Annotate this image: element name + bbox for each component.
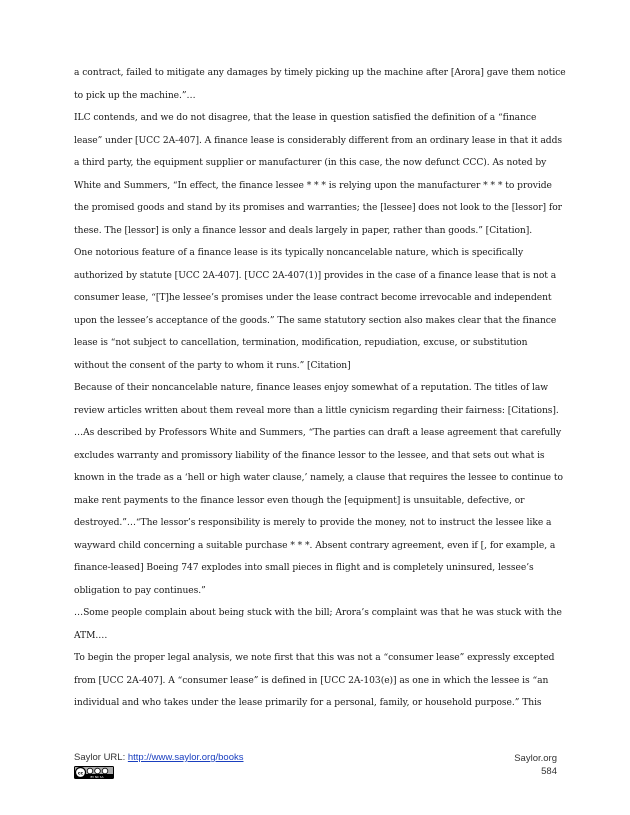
site-name: Saylor.org	[514, 753, 557, 764]
text-line: to pick up the machine.”…	[74, 90, 196, 101]
text-line: White and Summers, “In effect, the finance lessee * * * is relying upon the manufacturer * * * to provide	[74, 180, 552, 191]
text-line: wayward child concerning a suitable purchase * * *. Absent contrary agreement, even if [, for example, a	[74, 540, 556, 551]
svg-text:cc: cc	[77, 771, 84, 777]
source-link[interactable]: http://www.saylor.org/books	[127, 752, 244, 763]
text-line: To begin the proper legal analysis, we note first that this was not a “consumer lease” expressly excepted	[74, 653, 555, 663]
text-line: consumer lease, “[T]he lessee’s promises under the lease contract become irrevocable and independent	[74, 293, 552, 303]
text-line: without the consent of the party to whom it runs.” [Citation]	[74, 360, 351, 371]
license-text: BY NC SA	[90, 774, 104, 779]
text-line: known in the trade as a ‘hell or high water clause,’ namely, a clause that requires the lessee to continue to	[74, 473, 563, 483]
page-number: 584	[541, 766, 557, 777]
text-line: …As described by Professors White and Summers, “The parties can draft a lease agreement that carefully	[74, 428, 562, 438]
text-line: a contract, failed to mitigate any damages by timely picking up the machine after [Arora] gave them notice	[74, 68, 566, 78]
text-line: from [UCC 2A-407]. A “consumer lease” is defined in [UCC 2A-103(e)] as one in which the lessee is “an	[74, 675, 549, 686]
text-line: individual and who takes under the lease primarily for a personal, family, or household purpose.” This	[74, 698, 542, 708]
text-line: ATM.…	[74, 630, 108, 641]
text-line: destroyed.”…“The lessor’s responsibility is merely to provide the money, not to instruct the lessee like a	[74, 518, 552, 528]
text-line: a third party, the equipment supplier or manufacturer (in this case, the now defunct CCC). As noted by	[74, 158, 547, 168]
text-line: upon the lessee’s acceptance of the goods.” The same statutory section also makes clear that the finance	[74, 315, 557, 326]
page-footer	[74, 752, 557, 792]
text-line: ILC contends, and we do not disagree, that the lease in question satisfied the definition of a “finance	[74, 113, 537, 123]
text-line: lease is “not subject to cancellation, termination, modification, repudiation, excuse, or substitution	[74, 338, 528, 348]
text-line: these. The [lessor] is only a finance lessor and deals largely in paper, rather than goods.” [Citation].	[74, 225, 533, 236]
text-line: the promised goods and stand by its promises and warranties; the [lessee] does not look to the [lessor] for	[74, 203, 562, 213]
text-line: …Some people complain about being stuck with the bill; Arora’s complaint was that he was stuck with the	[74, 608, 562, 618]
text-line: finance-leased] Boeing 747 explodes into small pieces in flight and is completely uninsured, lessee’s	[74, 563, 534, 573]
document-body	[74, 62, 566, 715]
page-meta	[514, 752, 557, 778]
text-line: make rent payments to the finance lessor even though the [equipment] is unsuitable, defective, or	[74, 495, 525, 506]
text-line: excludes warranty and promissory liability of the finance lessor to the lessee, and that sets out what is	[74, 450, 545, 461]
text-line: review articles written about them reveal more than a little cynicism regarding their fairness: [Citations].	[74, 405, 559, 416]
source-line	[74, 752, 244, 763]
text-line: obligation to pay continues.”	[74, 585, 206, 596]
text-line: One notorious feature of a finance lease is its typically noncancelable nature, which is specifically	[74, 248, 524, 258]
text-line: authorized by statute [UCC 2A-407]. [UCC 2A-407(1)] provides in the case of a finance lease that is not a	[74, 270, 557, 281]
creative-commons-by-icon	[74, 766, 114, 779]
source-label: Saylor URL:	[74, 752, 128, 763]
text-line: Because of their noncancelable nature, finance leases enjoy somewhat of a reputation. The titles of law	[74, 383, 549, 393]
text-line: lease” under [UCC 2A-407]. A finance lease is considerably different from an ordinary lease in that it adds	[74, 135, 563, 146]
